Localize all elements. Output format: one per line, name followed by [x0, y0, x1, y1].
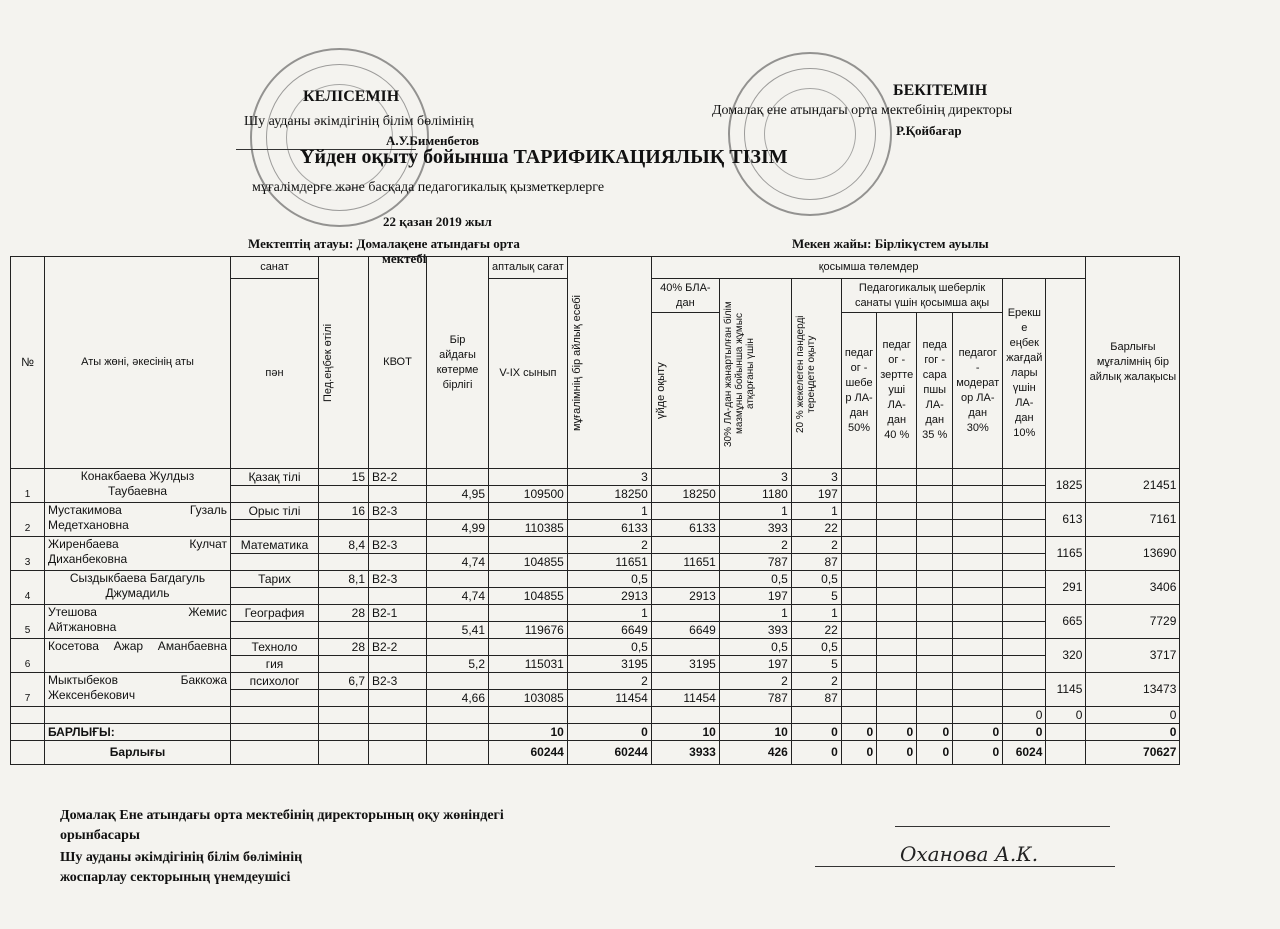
coefficient: 4,74	[427, 554, 489, 571]
col-header-pan: пән	[231, 279, 319, 469]
experience: 6,7	[319, 673, 369, 690]
col-header-no: №	[11, 257, 45, 469]
weekly-amount: 6649	[567, 622, 651, 639]
bla30-amount: 22	[791, 520, 841, 537]
monthly-unit: 109500	[489, 486, 568, 503]
grand-total-u: 3933	[651, 741, 719, 765]
table-row	[11, 503, 1180, 520]
weekly-amount: 3195	[567, 656, 651, 673]
kvot: В2-3	[369, 537, 427, 554]
total-salary: 13690	[1086, 537, 1180, 571]
monthly-unit: 104855	[489, 554, 568, 571]
weekly-hours: 2	[567, 537, 651, 554]
teacher-name: Косетова Ажар Аманбаевна	[45, 639, 231, 673]
grand-total-ay: 60244	[567, 741, 651, 765]
subject-cont	[231, 520, 319, 537]
row-no: 3	[11, 537, 45, 571]
experience: 8,1	[319, 571, 369, 588]
col-header-kvot: КВОТ	[369, 257, 427, 469]
bla30-amount: 5	[791, 656, 841, 673]
totals-z20: 0	[791, 724, 841, 741]
subject-cont	[231, 486, 319, 503]
grand-total-s50: 0	[841, 741, 876, 765]
document-date: 22 қазан 2019 жыл	[383, 214, 492, 229]
right-approval-org: Домалақ ене атындағы орта мектебінің директоры	[712, 103, 1013, 118]
weekly-amount: 11454	[567, 690, 651, 707]
grand-total-mod	[1046, 741, 1086, 765]
bla30-hours: 2	[791, 537, 841, 554]
home-amount: 197	[719, 588, 791, 605]
totals-s40: 0	[877, 724, 917, 741]
coefficient: 5,2	[427, 656, 489, 673]
table-row	[11, 673, 1180, 690]
footer-line3: Шу ауданы әкімдігінің білім бөлімінің	[60, 850, 303, 865]
totals-s50: 0	[841, 724, 876, 741]
col-header-erekshe: Ерекш е еңбек жағдай лары үшін ЛА-дан 10%	[1003, 279, 1046, 469]
col-header-sarapshy: педа гог - сара пшы ЛА-дан 35 %	[917, 313, 953, 469]
home-amount: 787	[719, 554, 791, 571]
total-salary: 13473	[1086, 673, 1180, 707]
page-subtitle: мұғалімдерге және басқада педагогикалық қызметкерлерге	[252, 180, 605, 195]
teacher-name: Конакбаева Жулдыз Таубаевна	[45, 469, 231, 503]
subject: Тарих	[231, 571, 319, 588]
home-amount: 787	[719, 690, 791, 707]
grand-total-s35: 0	[917, 741, 953, 765]
weekly-hours: 1	[567, 503, 651, 520]
subject: Техноло	[231, 639, 319, 656]
kvot: В2-1	[369, 605, 427, 622]
address: Мекен жайы: Бірлікүстем ауылы	[792, 236, 989, 251]
table-row	[11, 469, 1180, 486]
erekshe-value: 1825	[1046, 469, 1086, 503]
grand-total-tot: 70627	[1086, 741, 1180, 765]
weekly-amount: 2913	[567, 588, 651, 605]
signature: Оханова А.К.	[900, 842, 1039, 866]
table-row	[11, 605, 1180, 622]
row-no: 7	[11, 673, 45, 707]
subject: Қазақ тілі	[231, 469, 319, 486]
col-header-kosymsha: қосымша төлемдер	[651, 257, 1086, 279]
subject: психолог	[231, 673, 319, 690]
grand-total-s40: 0	[877, 741, 917, 765]
monthly-amount: 3195	[651, 656, 719, 673]
col-header-zertteushi: педаг ог - зертте уші ЛА-дан 40 %	[877, 313, 917, 469]
totals-s30: 0	[953, 724, 1003, 741]
total-salary: 3406	[1086, 571, 1180, 605]
coefficient: 4,99	[427, 520, 489, 537]
subject-cont	[231, 588, 319, 605]
home-amount: 393	[719, 520, 791, 537]
weekly-hours: 0,5	[567, 571, 651, 588]
col-header-bla40: 40% БЛА-дан	[651, 279, 719, 313]
row-no: 4	[11, 571, 45, 605]
col-header-barlygy: Барлығы мұғалімнің бір айлық жалақысы	[1086, 257, 1180, 469]
col-header-bla30: 30% ЛА-дан жанартылған білім мазмұны бойынша жұмыс атқарғаны үшін	[719, 279, 791, 469]
row-no: 6	[11, 639, 45, 673]
monthly-unit: 104855	[489, 588, 568, 605]
home-hours: 0,5	[719, 571, 791, 588]
kvot: В2-2	[369, 469, 427, 486]
bla30-hours: 2	[791, 673, 841, 690]
coefficient: 4,74	[427, 588, 489, 605]
table-row	[11, 707, 1180, 724]
col-header-ailyk: мұғалімнің бір айлық есебі	[567, 257, 651, 469]
monthly-unit: 110385	[489, 520, 568, 537]
totals-ay: 0	[567, 724, 651, 741]
col-header-sanat: санат	[231, 257, 319, 279]
total-salary: 21451	[1086, 469, 1180, 503]
signature-line-top	[895, 826, 1110, 827]
kvot: В2-3	[369, 503, 427, 520]
bla30-hours: 0,5	[791, 571, 841, 588]
tariff-table	[10, 256, 1180, 765]
home-hours: 2	[719, 673, 791, 690]
right-official-seal	[728, 52, 892, 216]
totals-s35: 0	[917, 724, 953, 741]
extra-er: 0	[1046, 707, 1086, 724]
col-header-ped-sheb: Педагогикалық шеберлік санаты үшін қосымша ақы	[841, 279, 1002, 313]
monthly-unit: 103085	[489, 690, 568, 707]
row-no: 2	[11, 503, 45, 537]
grand-total-z20: 0	[791, 741, 841, 765]
bla30-amount: 87	[791, 690, 841, 707]
totals-er: 0	[1003, 724, 1046, 741]
col-header-bir: Бір айдағы көтерме бірлігі	[427, 257, 489, 469]
weekly-amount: 11651	[567, 554, 651, 571]
teacher-name: Жиренбаева Кулчат Диханбековна	[45, 537, 231, 571]
bla30-hours: 3	[791, 469, 841, 486]
experience: 15	[319, 469, 369, 486]
bla30-hours: 1	[791, 605, 841, 622]
coefficient: 4,95	[427, 486, 489, 503]
table-row	[11, 639, 1180, 656]
table-row	[11, 571, 1180, 588]
erekshe-value: 1165	[1046, 537, 1086, 571]
col-header-ped: Пед.еңбек өтілі	[319, 257, 369, 469]
experience: 28	[319, 605, 369, 622]
experience: 16	[319, 503, 369, 520]
signature-line-bottom	[815, 866, 1115, 867]
col-header-bla20: 20 % жекелеген пәндерді тереңдете оқыту	[791, 279, 841, 469]
weekly-amount: 18250	[567, 486, 651, 503]
col-header-name: Аты жөні, әкесінің аты	[45, 257, 231, 469]
monthly-amount: 11454	[651, 690, 719, 707]
totals-label: БАРЛЫҒЫ:	[45, 724, 231, 741]
bla30-amount: 197	[791, 486, 841, 503]
monthly-unit: 115031	[489, 656, 568, 673]
experience: 28	[319, 639, 369, 656]
home-hours: 0,5	[719, 639, 791, 656]
home-hours: 2	[719, 537, 791, 554]
subject-cont	[231, 622, 319, 639]
home-hours: 3	[719, 469, 791, 486]
teacher-name: Мыктыбеков Баккожа Жексенбекович	[45, 673, 231, 707]
grand-total-s30: 0	[953, 741, 1003, 765]
kvot: В2-3	[369, 571, 427, 588]
teacher-name: Мустакимова Гузаль Медетхановна	[45, 503, 231, 537]
monthly-amount: 6649	[651, 622, 719, 639]
totals-tot: 0	[1086, 724, 1180, 741]
left-approval-org: Шу ауданы әкімдігінің білім бөлімінің	[244, 114, 474, 129]
home-hours: 1	[719, 605, 791, 622]
erekshe-value: 291	[1046, 571, 1086, 605]
weekly-hours: 0,5	[567, 639, 651, 656]
coefficient: 4,66	[427, 690, 489, 707]
col-header-v-ix: V-IX сынып	[489, 279, 568, 469]
table-row	[11, 537, 1180, 554]
extra-mod: 0	[1003, 707, 1046, 724]
right-approval-title: БЕКІТЕМІН	[893, 82, 988, 99]
erekshe-value: 665	[1046, 605, 1086, 639]
footer-line1: Домалақ Ене атындағы орта мектебінің директорының оқу жөніндегі	[60, 808, 504, 823]
left-approval-name: А.У.Бименбетов	[386, 133, 480, 148]
footer-line4: жоспарлау секторының үнемдеушісі	[60, 870, 291, 885]
row-no: 5	[11, 605, 45, 639]
page-title: Үйден оқыту бойынша ТАРИФИКАЦИЯЛЫҚ ТІЗІМ	[300, 146, 788, 168]
totals-mod	[1046, 724, 1086, 741]
subject-cont: гия	[231, 656, 319, 673]
extra-tot: 0	[1086, 707, 1180, 724]
total-salary: 7161	[1086, 503, 1180, 537]
weekly-hours: 1	[567, 605, 651, 622]
bla30-amount: 5	[791, 588, 841, 605]
erekshe-value: 320	[1046, 639, 1086, 673]
right-approval-name: Р.Қойбағар	[896, 123, 962, 138]
coefficient: 5,41	[427, 622, 489, 639]
grand-total-v: 60244	[489, 741, 568, 765]
bla30-hours: 0,5	[791, 639, 841, 656]
experience: 8,4	[319, 537, 369, 554]
erekshe-value: 613	[1046, 503, 1086, 537]
school-name-cont: мектебі	[382, 251, 427, 266]
col-header-sheber: педаг ог - шебе р ЛА-дан 50%	[841, 313, 876, 469]
weekly-hours: 2	[567, 673, 651, 690]
subject-cont	[231, 554, 319, 571]
grand-total-b: 426	[719, 741, 791, 765]
totals-b: 10	[719, 724, 791, 741]
bla30-amount: 22	[791, 622, 841, 639]
col-header-uide: үйде оқыту	[651, 313, 719, 469]
monthly-amount: 11651	[651, 554, 719, 571]
col-header-apta: апталық сағат	[489, 257, 568, 279]
monthly-amount: 18250	[651, 486, 719, 503]
col-header-moderator: педагог - модерат ор ЛА-дан 30%	[953, 313, 1003, 469]
subject: Орыс тілі	[231, 503, 319, 520]
row-no: 1	[11, 469, 45, 503]
totals-v: 10	[489, 724, 568, 741]
kvot: В2-3	[369, 673, 427, 690]
monthly-amount: 2913	[651, 588, 719, 605]
teacher-name: Утешова Жемис Айтжановна	[45, 605, 231, 639]
home-hours: 1	[719, 503, 791, 520]
total-salary: 3717	[1086, 639, 1180, 673]
footer-line2: орынбасары	[60, 828, 140, 843]
bla30-hours: 1	[791, 503, 841, 520]
weekly-hours: 3	[567, 469, 651, 486]
grand-total-label: Барлығы	[45, 741, 231, 765]
home-amount: 1180	[719, 486, 791, 503]
bla30-amount: 87	[791, 554, 841, 571]
kvot: В2-2	[369, 639, 427, 656]
subject: География	[231, 605, 319, 622]
teacher-name: Сыздыкбаева Багдагуль Джумадиль	[45, 571, 231, 605]
left-approval-title: КЕЛІСЕМІН	[303, 88, 400, 105]
home-amount: 197	[719, 656, 791, 673]
home-amount: 393	[719, 622, 791, 639]
grand-total-er: 6024	[1003, 741, 1046, 765]
subject: Математика	[231, 537, 319, 554]
subject-cont	[231, 690, 319, 707]
school-name: Мектептің атауы: Домалақене атындағы орта	[248, 236, 520, 251]
erekshe-value: 1145	[1046, 673, 1086, 707]
weekly-amount: 6133	[567, 520, 651, 537]
monthly-unit: 119676	[489, 622, 568, 639]
monthly-amount: 6133	[651, 520, 719, 537]
total-salary: 7729	[1086, 605, 1180, 639]
totals-u: 10	[651, 724, 719, 741]
